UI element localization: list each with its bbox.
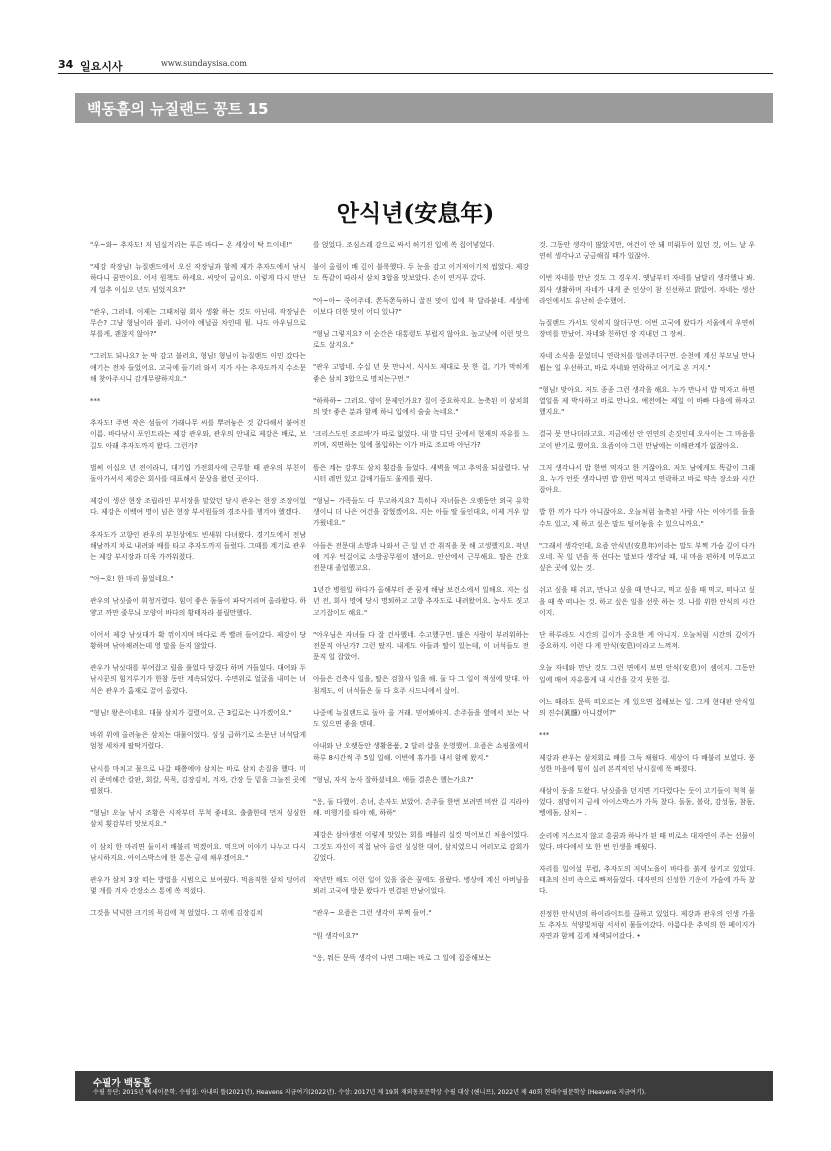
paragraph: 이번 자네를 만난 것도 그 경우지. 옛날부터 자네를 남달리 생각했나 봐. 회사 생활하며 자네가 내게 준 인상이 참 신선하고 밝았어. 자네는 생산라인에서도 유난히 순수했어. (539, 274, 755, 305)
paragraph: "우~와~ 추자도! 저 넘실거리는 푸른 바다~ 온 세상이 탁 트이네!" (90, 241, 292, 249)
paragraph: '크리스도인 조르바'가 따로 없었다. 내 발 디딘 곳에서 현재의 자유를 느끼며, 직면하는 일에 몰입하는 이가 바로 조르바 아닌가? (313, 430, 529, 450)
paragraph: 어느 때라도 문뜩 떠오르는 게 있으면 접해보는 일. 그게 현대판 안식일의 진수(眞髓) 아니겠어?" (539, 697, 755, 718)
paragraph: 1년간 병원일 하다가 올해부터 준 꿈게 해남 보건소에서 일해요. 지는 십 년 전, 회사 명예 당시 명퇴하고 고향 추자도로 내려왔어요. 농사도 짓고 고기잡이도 해요." (313, 586, 529, 617)
paragraph: 를 얹었다. 조심스레 감으로 싸서 허기진 입에 쏙 집어넣었다. (313, 241, 495, 249)
paragraph: "그래서 생각인데, 요즘 안식년(安息年)이라는 말도 부쩍 가슴 깊이 다가오네. 꼭 일 년을 푹 쉰다는 말보다 생각날 때, 내 마음 편하게 머무르고 싶은 곳에 있는 것. (539, 541, 755, 573)
paragraph: "아~아~ 죽어주네. 쫀득쫀득하니 꿀진 맛이 입에 착 달라붙네. 세상에 이보다 더한 맛이 어디 있나?" (313, 296, 529, 316)
series-banner (75, 93, 773, 123)
paragraph: "뭔 생각이요?" (313, 931, 359, 940)
paragraph: *** (90, 397, 101, 406)
paragraph: 아들은 건축사 일을, 딸은 검찰사 일을 해. 둘 다 그 일이 적성에 맞대. 아침계도, 이 녀석들은 둘 다 호주 시드니에서 살어. (313, 675, 529, 695)
paragraph: 나중에 뉴질랜드로 돌아 올 거래. 믿어봐야지. 손주들을 옆에서 보는 낙도 있으면 좋을 텐데. (313, 708, 529, 729)
paragraph: 자리를 일어설 무렵, 추자도의 저녁노을이 바다를 붉게 삼키고 있었다. 태초의 신비 속으로 빠져들었다. 대자연의 신성한 기운이 가슴에 가득 찼다. (539, 864, 755, 896)
paragraph: "그러도 되나요? 눈 딱 감고 불러요, 형님! 형님이 뉴질랜드 이민 갔다는 얘기는 전차 들었어요. 고국에 들기러 와서 지가 사는 추자도까지 수소문해 찾아주시니 감개무량하지요." (90, 352, 306, 383)
paragraph: 제강은 삼아생전 이렇게 맛있는 회를 배불리 실컷 먹어보긴 처음이었다. 그것도 자신이 직접 낚아 올린 싱싱한 대어, 삼치였으니 여러모로 감회가 깊었다. (313, 831, 529, 862)
publication-url: www.sundaysisa.com (161, 59, 247, 68)
paragraph: 관우가 낚싯대를 부여잡고 릴을 풀었다 당겼다 하며 거들었다. 대어와 두 낚시꾼의 힘겨루기가 한참 동안 계속되었다. 수면위로 얼굴을 내미는 녀석은 관우가 흡재로 끌어 올렸다. (90, 664, 306, 695)
paragraph: 제강이 생산 현장 조립라인 부서장을 맡았던 당시 관우는 현장 조장이었다. 제강은 이백여 명이 넘은 현장 부서원들의 경조사를 챙겨야 했겠다. (90, 497, 306, 517)
paragraph: "아우님은 자녀들 다 잘 건사했네. 수고했구먼. 많은 사람이 부러워하는 전문직 아닌가? 그런 땄지. 내게도 아들과 딸이 있는데, 이 녀석들도 전문직 일 잡았어. (313, 630, 529, 662)
paragraph: "형님! 오늘 낚시 조황은 시작부터 무척 좋네요. 출출한데 먼저 싱싱한 삼치 횟감부터 맛보지요." (90, 809, 306, 829)
article-column-3 (539, 240, 755, 1040)
paragraph: 작년만 해도 이런 일이 있을 줄은 꿈에도 몰랐다. 병상에 계신 아버님을 뵈러 고국에 방문 왔다가 연결된 만남이었다. (313, 875, 529, 896)
series-title: 백동흠의 뉴질랜드 꽁트 15 (87, 100, 269, 118)
paragraph: 그저 생각나서 밥 한번 먹자고 한 거잖아요. 저도 남에게도 똑같이 그래요. 누가 언뜻 생각나면 밥 한번 먹자고 연락하고 바로 약속 장소와 시간 잡아요. (539, 463, 755, 495)
paragraph: 그것을 넉넉한 크기의 묵김에 척 얹었다. 그 위에 김장김치 (90, 909, 263, 918)
article-column-2 (313, 240, 529, 1040)
paragraph: 뉴질랜드 가서도 잊히지 않더구먼. 이번 고국에 왔다가 서울에서 우연히 장비를 만났어. 자네와 친하던 장 지내던 그 장씨. (539, 319, 755, 339)
paragraph: 제강과 관우는 삼치회로 배를 그득 채웠다. 세상이 다 배불리 보였다. 풍성한 마음에 힘이 실려 본격적인 낚시질에 푹 빠졌다. (539, 753, 755, 773)
article-column-1 (90, 240, 306, 1040)
page-header (58, 58, 758, 78)
paragraph: "응, 둘 다했어. 손녀, 손자도 보았어. 손주들 한번 보려면 비싼 길 지라야 해. 비행기를 타야 해, 하하" (313, 797, 529, 818)
paragraph: "제강 작장님! 뉴질랜드에서 오신 작장님과 함께 제가 추자도에서 낚시 하다니 꿈만이요. 어서 원책도 하세요. 씨앗이 굽이요. 이렇게 다시 만난 게 얼추 이십오 년도 넘었지요?" (90, 263, 306, 294)
article-title: 안식년(安息年) (336, 200, 495, 227)
paragraph: 아들은 전문대 소방과 나와서 근 일 년 간 취직을 못 해 고생했지요. 작년에 겨우 턱걸이로 소방공무원이 됐어요. 안산에서 근무해요. 딸은 간호 전문대 졸업했고요. (313, 541, 529, 573)
paragraph: 바위 위에 올려놓은 삼치는 대물이었다. 싱싱 급하기로 소문난 녀석답게 엄청 세차게 팔딱거렸다. (90, 731, 306, 751)
paragraph: 추자도가 고향인 관우의 부친상에도 빈새워 다녀왔다. 경기도에서 전남 해남까지 차로 내려와 배를 타고 추자도까지 들렀다. 그때를 계기로 관우는 제강 부서장과 더욱 가까워졌다. (90, 530, 306, 562)
paragraph: "관우 고맙네. 수십 년 못 만나서. 식사도 제대로 못 한 걸, 기가 막히게 좋은 삼치 3합으로 명치는구먼." (313, 363, 529, 383)
paragraph: "형님~ 가족들도 다 무고하지요? 특히나 자녀들은 오랫동안 외국 유학 생이니 더 나은 여건을 잡혔겠어요. 지는 아들 딸 둘인데요, 이제 거우 알가웠네요." (313, 497, 529, 528)
paragraph: 불이 올림이 배 깊이 불룩했다. 두 눈을 감고 이거져이기적 씹었다. 제강도 똑같이 따라서 삼치 3합을 맛보았다. 손이 연거푸 갔다. (313, 263, 529, 283)
publication-name: 일요시사 (80, 60, 123, 73)
paragraph: 낚시를 마치고 물으로 나갈 때쯤에야 삼치는 바로 삼치 손질을 했다. 미리 준비해간 칼판, 회칼, 묵묵, 김장김치, 겨자, 간장 등 밑을 그늘진 곳에 펼쳤다. (90, 764, 306, 795)
paragraph: 진정한 안식년의 하이라이트를 끊하고 있었다. 제강과 관우의 인생 가을도 추자도 석양빛처럼 서서히 물들어갔다. 아름다운 추억의 한 페이지가 자연과 함께 깊게 채색되어갔다. • (539, 909, 755, 940)
paragraph: 밥 한 끼가 다가 아니잖아요. 오늘처럼 놀축된 사람 사는 이야기를 들을 수도 있고, 제 하고 싶은 말도 털어놓을 수 있으니까요." (539, 508, 755, 528)
paragraph: 것. 그동안 생각이 많았지만, 여건이 안 돼 미뤄두어 있던 것, 어느 날 우연히 생각나고 궁금해질 때가 있잖아. (539, 241, 755, 261)
paragraph: "관우~ 요즘은 그런 생각이 부쩍 들어." (313, 909, 432, 918)
paragraph: *** (539, 731, 550, 740)
author-bio: 수필 등단: 2015년 에세이문학. 수필집: 아내의 뜰(2021년), Heavens 지금여기(2022년). 수상: 2017년 제 19회 재외동포문학상 수필 대상 (헨니프), 2022년 제 40회 현대수필문학상 (Heavens 지금여기). (93, 1089, 647, 1096)
paragraph: 관우가 삼치 3장 떠는 방법을 시범으로 보여줬다. 먹음직한 삼치 덩어리 몇 개를 겨자 간장소스 통에 쏙 적셨다. (90, 875, 306, 896)
page-number: 34 (58, 58, 74, 71)
paragraph: 뜸은 계는 강후도 삼치 횟감을 들었다. 새벽을 먹고 추억을 되살렸다. 낚시터 레먼 있고 갈매기들도 울게를 줬다. (313, 463, 529, 483)
author-footer (75, 1071, 773, 1101)
paragraph: 관우의 낚싯줄이 휘청거렸다. 힘이 좋은 돔돔이 파닥거리며 올라왔다. 하얗고 까만 줄무늬 모양이 바다의 황태자라 불릴만했다. (90, 597, 306, 617)
paragraph: 이 삼치 한 마리면 둘이서 배불리 먹겠어요. 먹으며 이야기 나누고 다시 낚시하지요. 아이스박스에 한 통은 금세 채우겠어요." (90, 842, 306, 862)
paragraph: "하하하~ 그러요. 양이 문제인가요? 질이 중요하지요. 농축된 이 삼치회의 맛! 좋은 분과 함께 하니 입에서 술술 녹네요." (313, 396, 529, 417)
header-divider (58, 73, 773, 74)
author-name: 수필가 백동흠 (93, 1078, 152, 1089)
paragraph: "관우, 그러네. 이제는 그때처럼 회사 생활 하는 것도 아닌데. 작장님은 무슨? 그냥 형님이라 불러. 나이야 예닐곱 차인데 뭘. 나도 아우님으로 부를게, 괜찮지 않아?" (90, 307, 306, 339)
paragraph: "아~호! 한 마리 물었네요." (90, 575, 174, 584)
paragraph: 벌써 이십오 년 전이라니, 대기업 가전회사에 근무할 때 관우의 부친이 돌아가셔서 제강은 회사를 대표해서 문상을 왔던 곳이다. (90, 463, 306, 484)
paragraph: 쉬고 싶을 때 쉬고, 만나고 싶을 때 만나고, 먹고 싶을 때 먹고, 떠나고 싶을 때 쑥 떠나는 것. 하고 싶은 일을 선뜻 하는 것. 나를 위한 안식의 시간이지. (539, 586, 755, 617)
paragraph: 결국 못 만나더라고요. 지금에선 안 연연의 손짓인데 오사이는 그 마음을 고이 받기로 했어요. 요즘이야 그런 만남에는 이해관계가 없잖아요. (539, 430, 755, 450)
paragraph: 자네 소식을 묻었더니 연락처를 알려주더구먼. 순천에 계신 부모님 만나 뵙는 일 우선하고, 바로 자네와 연락하고 여기로 온 거지." (539, 352, 755, 372)
paragraph: "형님 그렇지요? 이 순간은 대통령도 부럽지 않아요. 높고낮에 이런 맛으로도 살지요." (313, 330, 529, 350)
paragraph: 단 하루라도 시간의 길이가 중요한 게 아니지. 오늘처럼 시간의 깊이가 중요하지. 이런 다 게 안식(安息)이라고 느껴져. (539, 631, 755, 651)
paragraph: "형님, 자식 농사 잘하셨네요. 애들 결혼은 했는가요?" (313, 775, 474, 784)
paragraph: 순리에 거스르지 않고 흥꿈과 하나가 된 때 비로소 대자연이 주는 선물이었다. 바다에서 또 한 번 인생을 배웠다. (539, 831, 755, 851)
paragraph: 이어서 제강 낚싯대가 확 꺾이지며 바다로 쏙 빨려 들어갔다. 제강이 당황하며 낚아채려는데 영 말을 듣지 않았다. (90, 630, 306, 651)
paragraph: "응, 뭐든 문뜩 생각이 나면 그때는 바로 그 일에 집중해보는 (313, 953, 492, 962)
paragraph: 아내와 난 오랫동안 생활용품, 2 달러 샵을 운영했어. 요즘은 쇼핑몰에서 하루 8시간씩 주 5일 일해. 이번에 휴가를 내서 함께 왔지." (313, 742, 529, 762)
paragraph: 새삼이 둥을 도왔다. 낚싯줄을 던지면 기다렸다는 듯이 고기들이 척척 물었다. 점맘이지 금세 아이스박스가 가득 찼다. 돌돔, 볼락, 감성돔, 참돔, 벵에돔, 삼치~ . (539, 786, 755, 818)
paragraph: 추자도! 주변 작은 섬들이 가래나무 씨를 뿌려놓은 것 같다해서 붙여진 이름. 바다낚시 포인트라는 제강 관우와, 관우의 안내로 제강은 배로, 보길도 아래 추자도까지 왔다. 그런가? (90, 419, 306, 450)
paragraph: "형님! 맞아요. 저도 종종 그런 생각을 해요. 누가 만나서 밥 먹자고 하면 열일을 제 박사하고 바로 만나요. 예전에는 제일 이 바빠 다음에 하자고 했지요." (539, 385, 755, 417)
paragraph: 오늘 자네와 만난 것도 그런 면에서 보면 안식(安息)이 셈이지. 그동안 일에 매여 자유롭게 내 시간을 갖지 못한 걸. (539, 664, 755, 684)
paragraph: "형님! 왕은이네요. 대물 삼치가 걸렸어요. 근 3킬로는 나가겠어요." (90, 708, 292, 717)
